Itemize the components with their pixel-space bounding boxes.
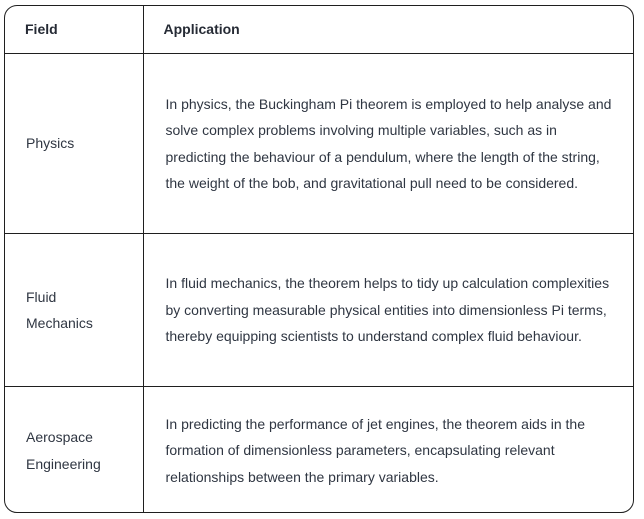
field-cell: Physics: [5, 54, 143, 234]
table-header-row: [5, 6, 633, 54]
header-field: Field: [5, 6, 143, 54]
application-cell: In predicting the performance of jet engines, the theorem aids in the formation of dimensionless parameters, encapsulating relevant relationships between the primary variables.: [143, 387, 633, 514]
application-cell: In physics, the Buckingham Pi theorem is employed to help analyse and solve complex problems involving multiple variables, such as in predicting the behaviour of a pendulum, where the length of the string, the weight of the bob, and gravitational pull need to be considered.: [143, 54, 633, 234]
field-cell: Fluid Mechanics: [5, 234, 143, 387]
applications-table: [4, 5, 634, 513]
field-cell: Aerospace Engineering: [5, 387, 143, 514]
table-row: [5, 387, 633, 514]
application-cell: In fluid mechanics, the theorem helps to tidy up calculation complexities by converting measurable physical entities into dimensionless Pi terms, thereby equipping scientists to understand complex fluid behaviour.: [143, 234, 633, 387]
table-row: [5, 54, 633, 234]
table-row: [5, 234, 633, 387]
header-application: Application: [143, 6, 633, 54]
applications-table-grid: [5, 6, 633, 513]
